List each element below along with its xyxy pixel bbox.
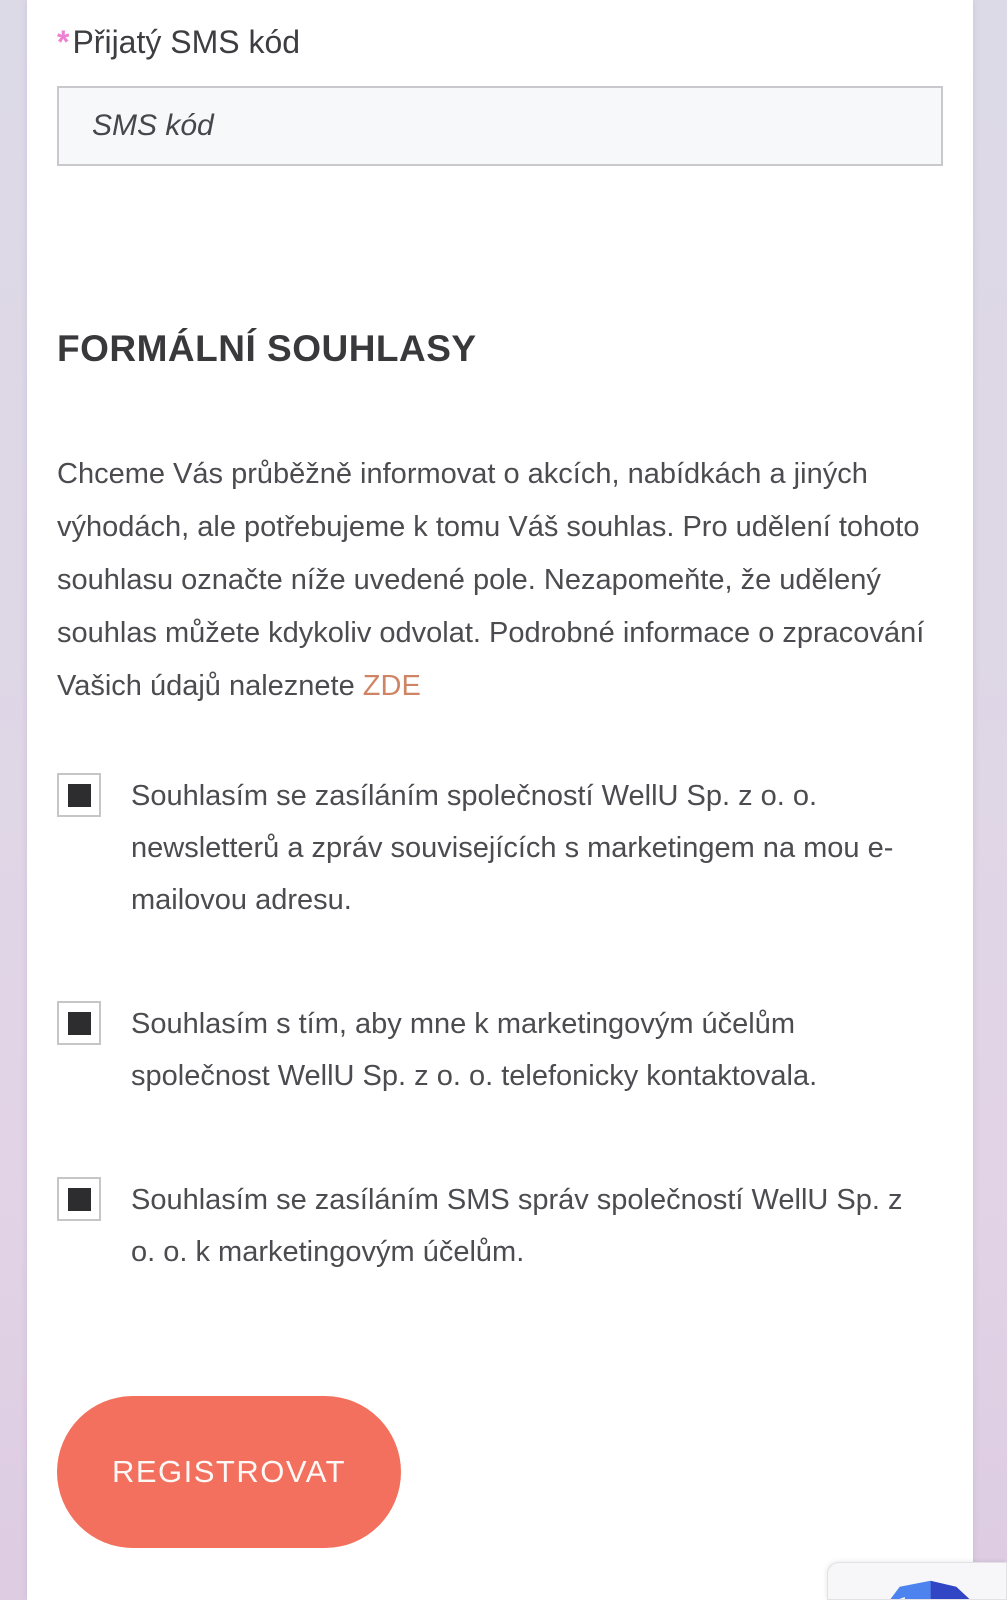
required-asterisk: *: [57, 24, 70, 60]
phone-consent-label: Souhlasím s tím, aby mne k marketingovým účelům společnost WellU Sp. z o. o. telefonicky kontaktovala.: [131, 1008, 818, 1092]
consent-intro-paragraph: [57, 448, 942, 713]
phone-consent-checkbox[interactable]: [57, 1001, 101, 1045]
checkbox-fill-icon: [68, 784, 91, 807]
zde-link[interactable]: ZDE: [362, 670, 421, 702]
newsletter-consent-checkbox[interactable]: [57, 773, 101, 817]
consent-row-newsletter: [57, 770, 943, 926]
sms-code-label: [57, 22, 943, 62]
register-button[interactable]: REGISTROVAT: [57, 1396, 401, 1548]
consent-intro-text: Chceme Vás průběžně informovat o akcích, nabídkách a jiných výhodách, ale potřebujeme k tomu Váš souhlas. Pro udělení tohoto souhlasu označte níže uvedené pole. Nezapomeňte, že udělený souhlas můžete kdykoliv odvolat. Podrobné informace o zpracování Vašich údajů naleznete: [57, 458, 925, 702]
recaptcha-icon: [874, 1575, 994, 1600]
sms-consent-label: Souhlasím se zasíláním SMS správ společností WellU Sp. z o. o. k marketingovým účelům.: [131, 1184, 903, 1268]
sms-code-label-text: Přijatý SMS kód: [72, 24, 301, 60]
consent-row-phone: [57, 998, 943, 1102]
consents-section-heading: FORMÁLNÍ SOUHLASY: [57, 328, 477, 369]
newsletter-consent-label: Souhlasím se zasíláním společností WellU Sp. z o. o. newsletterů a zpráv souvisejících s marketingem na mou e-mailovou adresu.: [131, 780, 894, 916]
registration-form-panel: [27, 0, 973, 1600]
form-content: [27, 0, 973, 1548]
consents-list: [57, 770, 943, 1278]
checkbox-fill-icon: [68, 1012, 91, 1035]
consent-row-sms: [57, 1174, 943, 1278]
sms-consent-checkbox[interactable]: [57, 1177, 101, 1221]
checkbox-fill-icon: [68, 1188, 91, 1211]
recaptcha-badge[interactable]: [827, 1562, 1007, 1600]
sms-code-input[interactable]: [57, 86, 943, 166]
